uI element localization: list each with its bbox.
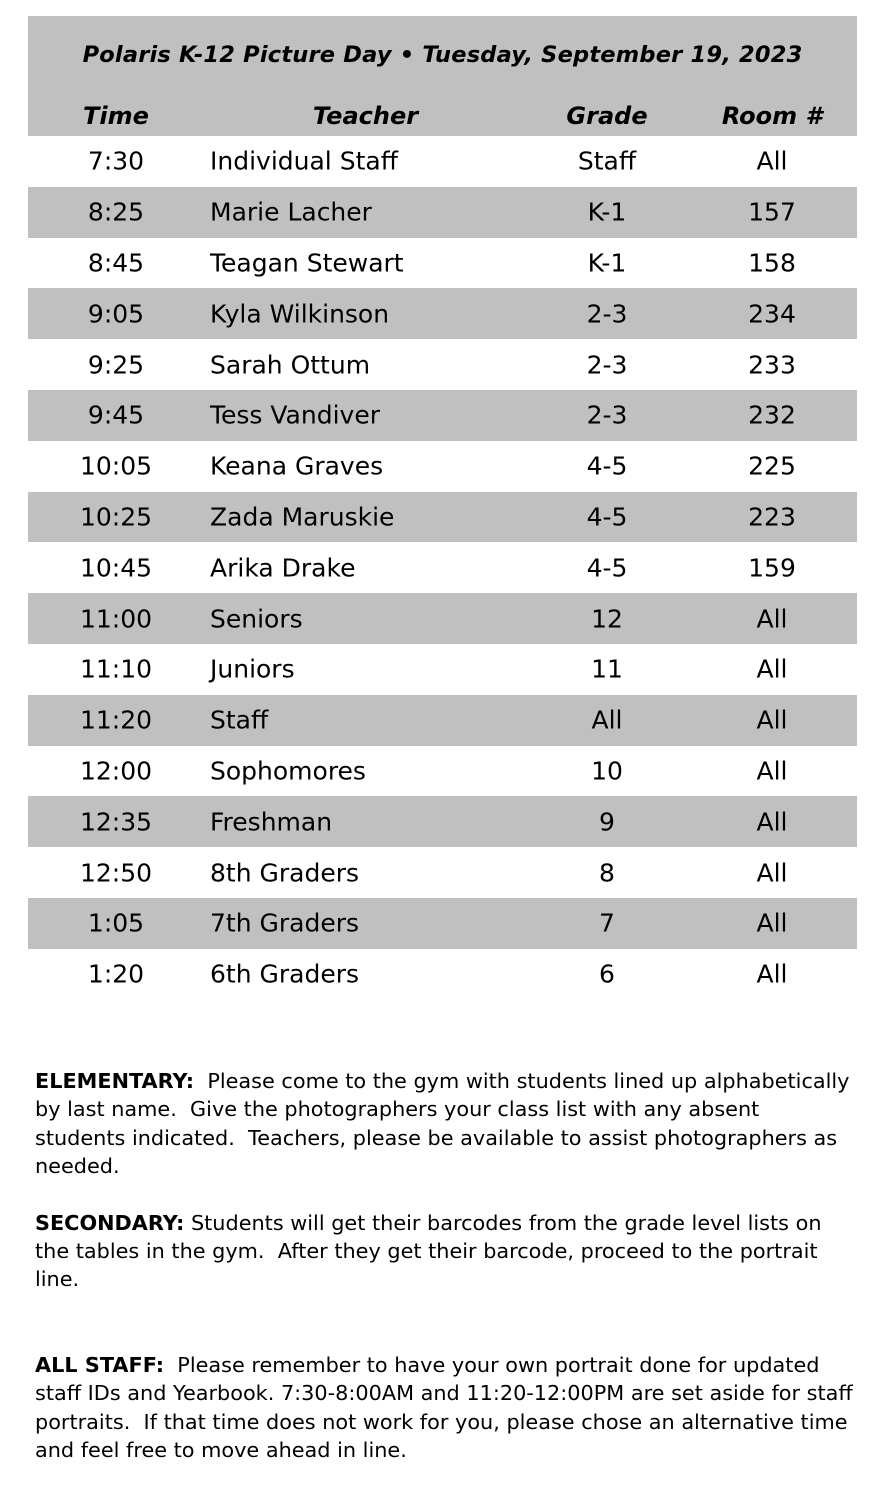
cell-teacher: Seniors — [210, 604, 303, 634]
cell-teacher: Sophomores — [210, 756, 366, 786]
cell-teacher: Freshman — [210, 807, 333, 837]
cell-room: All — [756, 858, 788, 888]
cell-teacher: 7th Graders — [210, 908, 360, 938]
cell-teacher: Arika Drake — [210, 553, 356, 583]
note-elementary-label: ELEMENTARY: — [35, 1069, 195, 1093]
note-elementary-text: Please come to the gym with students lined up alphabetically by last name. Give the photographers your class list with any absent students indicated. Teachers, please be available to assist photographers as needed. — [35, 1069, 850, 1179]
cell-time: 1:20 — [87, 959, 145, 989]
cell-time: 10:45 — [79, 553, 153, 583]
cell-room: All — [756, 959, 788, 989]
cell-grade: 8 — [599, 858, 615, 888]
cell-time: 8:25 — [87, 197, 145, 227]
note-all-staff — [35, 1351, 855, 1465]
cell-teacher: 8th Graders — [210, 858, 360, 888]
page-title: Polaris K-12 Picture Day • Tuesday, September 19, 2023 — [82, 42, 803, 68]
cell-room: All — [756, 146, 788, 176]
table-row — [28, 441, 857, 492]
cell-room: 157 — [748, 197, 796, 227]
cell-time: 10:05 — [79, 451, 153, 481]
column-header-room: Room # — [721, 102, 823, 130]
cell-teacher: Teagan Stewart — [210, 248, 404, 278]
cell-grade: All — [591, 705, 623, 735]
cell-grade: 9 — [599, 807, 615, 837]
cell-time: 12:00 — [79, 756, 153, 786]
cell-room: 158 — [748, 248, 796, 278]
table-row — [28, 746, 857, 797]
cell-room: All — [756, 908, 788, 938]
cell-time: 9:25 — [87, 350, 145, 380]
table-row — [28, 593, 857, 644]
table-row — [28, 542, 857, 593]
table-row — [28, 339, 857, 390]
cell-teacher: Tess Vandiver — [210, 400, 380, 430]
cell-teacher: Individual Staff — [210, 146, 398, 176]
cell-grade: 2-3 — [586, 400, 628, 430]
cell-grade: 2-3 — [586, 299, 628, 329]
cell-grade: K-1 — [587, 197, 627, 227]
cell-teacher: Staff — [210, 705, 269, 735]
cell-room: 232 — [748, 400, 796, 430]
column-header-time: Time — [83, 102, 149, 130]
note-secondary — [35, 1209, 855, 1294]
table-row — [28, 949, 857, 1000]
table-row — [28, 644, 857, 695]
note-secondary-text: Students will get their barcodes from the grade level lists on the tables in the gym. After they get their barcode, proceed to the portrait line. — [35, 1210, 822, 1292]
cell-grade: 11 — [591, 654, 623, 684]
notes-section — [35, 1067, 855, 1464]
table-row — [28, 390, 857, 441]
table-row — [28, 136, 857, 187]
cell-grade: 4-5 — [586, 451, 628, 481]
cell-teacher: Keana Graves — [210, 451, 384, 481]
cell-grade: 7 — [599, 908, 615, 938]
cell-room: All — [756, 705, 788, 735]
table-row — [28, 898, 857, 949]
cell-teacher: 6th Graders — [210, 959, 360, 989]
cell-teacher: Juniors — [210, 654, 295, 684]
cell-time: 11:10 — [79, 654, 153, 684]
table-row — [28, 695, 857, 746]
table-row — [28, 187, 857, 238]
column-header-teacher: Teacher — [312, 102, 419, 130]
cell-grade: 4-5 — [586, 553, 628, 583]
table-row — [28, 492, 857, 543]
note-elementary — [35, 1067, 855, 1181]
cell-room: 159 — [748, 553, 796, 583]
cell-grade: 4-5 — [586, 502, 628, 532]
table-row — [28, 238, 857, 289]
cell-teacher: Sarah Ottum — [210, 350, 371, 380]
note-all-staff-text: Please remember to have your own portrait done for updated staff IDs and Yearbook. 7:30-8:00AM and 11:20-12:00PM are set aside for staff portraits. If that time does not work for you, please chose an alternative time and feel free to move ahead in line. — [35, 1352, 853, 1463]
cell-time: 7:30 — [87, 146, 145, 176]
table-row — [28, 847, 857, 898]
table-row — [28, 796, 857, 847]
cell-time: 10:25 — [79, 502, 153, 532]
cell-teacher: Marie Lacher — [210, 197, 372, 227]
cell-time: 12:35 — [79, 807, 153, 837]
table-row — [28, 288, 857, 339]
cell-time: 11:20 — [79, 705, 153, 735]
cell-grade: 6 — [599, 959, 615, 989]
cell-room: All — [756, 807, 788, 837]
cell-teacher: Kyla Wilkinson — [210, 299, 390, 329]
schedule-table — [28, 16, 857, 1000]
cell-time: 8:45 — [87, 248, 145, 278]
column-header-grade: Grade — [566, 102, 648, 130]
cell-grade: 12 — [591, 604, 623, 634]
cell-room: 234 — [748, 299, 796, 329]
cell-room: All — [756, 756, 788, 786]
cell-grade: Staff — [577, 146, 637, 176]
cell-room: 225 — [748, 451, 796, 481]
cell-time: 9:45 — [87, 400, 145, 430]
note-all-staff-label: ALL STAFF: — [35, 1352, 165, 1377]
cell-room: 233 — [748, 350, 796, 380]
cell-time: 11:00 — [79, 604, 153, 634]
cell-time: 12:50 — [79, 858, 153, 888]
cell-time: 1:05 — [87, 908, 145, 938]
cell-room: 223 — [748, 502, 796, 532]
cell-grade: 2-3 — [586, 350, 628, 380]
cell-room: All — [756, 604, 788, 634]
note-secondary-label: SECONDARY: — [35, 1210, 185, 1235]
schedule-rows — [28, 136, 857, 1000]
cell-grade: 10 — [591, 756, 623, 786]
cell-time: 9:05 — [87, 299, 145, 329]
cell-room: All — [756, 654, 788, 684]
cell-teacher: Zada Maruskie — [210, 502, 395, 532]
schedule-header — [28, 16, 857, 136]
cell-grade: K-1 — [587, 248, 627, 278]
